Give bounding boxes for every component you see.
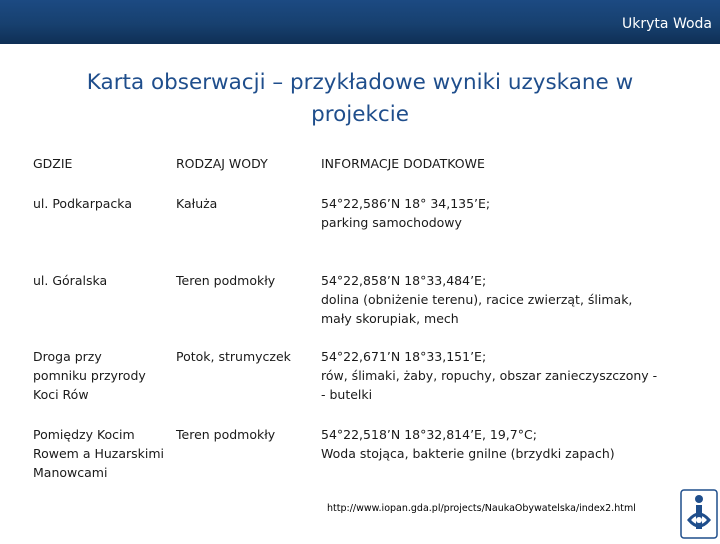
row-1-where: ul. Podkarpacka <box>33 196 132 211</box>
row-2-water-type: Teren podmokły <box>176 273 276 288</box>
row-3-info: 54°22,671’N 18°33,151’E; rów, ślimaki, żaby, ropuchy, obszar zanieczyszczony - - butelki <box>321 349 658 402</box>
row-3-where: Droga przy pomniku przyrody Koci Rów <box>33 349 146 402</box>
row-2-where: ul. Góralska <box>33 273 108 288</box>
row-1-info: 54°22,586’N 18° 34,135’E; parking samochodowy <box>321 196 491 230</box>
row-4-water-type: Teren podmokły <box>176 427 276 442</box>
header-bar <box>0 0 720 44</box>
row-4-where: Pomiędzy Kocim Rowem a Huzarskimi Manowcami <box>33 427 165 480</box>
column-header-where: GDZIE <box>33 156 73 171</box>
iopan-logo-icon <box>678 488 720 540</box>
row-4-info: 54°22,518’N 18°32,814’E, 19,7°C; Woda stojąca, bakterie gnilne (brzydki zapach) <box>321 427 615 461</box>
source-url[interactable]: http://www.iopan.gda.pl/projects/NaukaObywatelska/index2.html <box>327 503 636 514</box>
row-1-water-type: Kałuża <box>176 196 218 211</box>
column-header-info: INFORMACJE DODATKOWE <box>321 156 485 171</box>
row-3-water-type: Potok, strumyczek <box>176 349 291 364</box>
slide-title: Karta obserwacji – przykładowe wyniki uzyskane w projekcie <box>86 70 634 127</box>
header-title: Ukryta Woda <box>622 16 712 32</box>
column-header-water-type: RODZAJ WODY <box>176 156 268 171</box>
row-2-info: 54°22,858’N 18°33,484’E; dolina (obniżenie terenu), racice zwierząt, ślimak, mały skorupiak, mech <box>321 273 633 326</box>
